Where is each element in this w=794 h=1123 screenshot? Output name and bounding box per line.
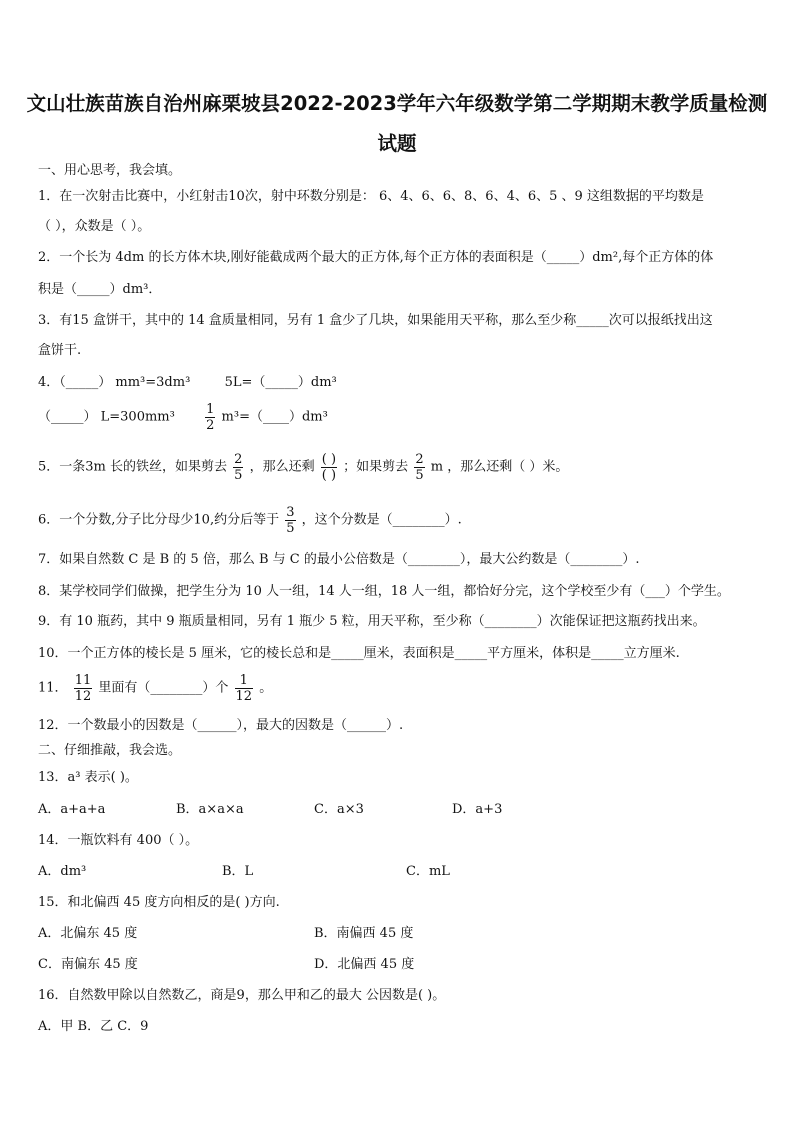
question-1-line-2: （ ），众数是（ ）。 <box>38 219 151 234</box>
question-12: 12．一个数最小的因数是（______），最大的因数是（______）. <box>38 718 404 733</box>
section-heading-choice: 二、仔细推敲，我会选。 <box>38 743 182 758</box>
q5-fraction-two-fifths: $\frac{2}{5}$ <box>234 452 243 483</box>
question-6 <box>38 505 462 536</box>
q15-option-c: C．南偏东 45 度 <box>38 957 138 972</box>
q11-text-2: 。 <box>259 680 273 696</box>
q5-fraction-blank: $\frac{( )}{( )}$ <box>321 452 337 483</box>
q4-item-b: 5L=（_____）dm³ <box>224 375 337 390</box>
question-3-line-2: 盒饼干. <box>38 343 82 358</box>
q11-fraction-eleven-twelfths: $\frac{11}{12}$ <box>74 673 92 704</box>
q5-text-1: 5．一条3m 长的铁丝，如果剪去 <box>38 459 228 475</box>
q5-text-3: ；如果剪去 <box>343 459 409 475</box>
section-heading-fill: 一、用心思考，我会填。 <box>38 163 182 178</box>
question-10: 10．一个正方体的棱长是 5 厘米，它的棱长总和是_____厘米，表面积是_____平方厘米，体积是_____立方厘米. <box>38 646 680 661</box>
question-5 <box>38 452 568 483</box>
q14-option-b: B．L <box>222 864 254 879</box>
q4-fraction-half: $\frac{1}{2}$ <box>206 402 215 433</box>
q14-option-a: A．dm³ <box>38 864 87 879</box>
q13-option-a: A．a+a+a <box>38 802 106 817</box>
question-9: 9．有 10 瓶药，其中 9 瓶质量相同，另有 1 瓶少 5 粒，用天平称，至少称（________）次能保证把这瓶药找出来。 <box>38 614 706 629</box>
question-14-stem: 14．一瓶饮料有 400（ ）。 <box>38 833 199 848</box>
q4-item-a: 4．（_____） mm³=3dm³ <box>38 375 191 390</box>
q14-option-c: C．mL <box>406 864 450 879</box>
q15-option-a: A．北偏东 45 度 <box>38 926 138 941</box>
question-8: 8．某学校同学们做操，把学生分为 10 人一组，14 人一组，18 人一组，都恰好分完，这个学校至少有（___）个学生。 <box>38 584 730 599</box>
question-11 <box>38 673 272 704</box>
q13-option-d: D．a+3 <box>452 802 503 817</box>
question-15-stem: 15．和北偏西 45 度方向相反的是( )方向. <box>38 895 280 910</box>
q11-text-1: 里面有（________）个 <box>98 680 229 696</box>
q6-fraction-three-fifths: $\frac{3}{5}$ <box>286 505 295 536</box>
q11-number: 11． <box>38 680 68 696</box>
question-2-line-2: 积是（_____）dm³． <box>38 282 162 297</box>
q5-text-2: ，那么还剩 <box>249 459 315 475</box>
q4-item-c: （_____） L=300mm³ <box>38 409 175 425</box>
q13-option-b: B．a×a×a <box>176 802 244 817</box>
q13-option-c: C．a×3 <box>314 802 364 817</box>
question-7: 7．如果自然数 C 是 B 的 5 倍，那么 B 与 C 的最小公倍数是（________），最大公约数是（________）. <box>38 552 640 567</box>
q15-option-b: B．南偏西 45 度 <box>314 926 414 941</box>
q11-fraction-one-twelfth: $\frac{1}{12}$ <box>235 673 253 704</box>
q15-option-d: D．北偏西 45 度 <box>314 957 415 972</box>
question-13-stem: 13．a³ 表示( )。 <box>38 770 138 785</box>
question-4-line-2 <box>38 402 328 433</box>
question-16-stem: 16．自然数甲除以自然数乙，商是9，那么甲和乙的最大 公因数是( )。 <box>38 988 446 1003</box>
question-4-line-1 <box>38 375 337 391</box>
q4-item-d: m³=（____）dm³ <box>221 409 328 425</box>
document-title-line1: 文山壮族苗族自治州麻栗坡县2022-2023学年六年级数学第二学期期末教学质量检测 <box>26 92 768 115</box>
q5-text-4: m ，那么还剩（ ）米。 <box>430 459 569 475</box>
question-1-line-1: 1．在一次射击比赛中，小红射击10次，射中环数分别是： 6、4、6、6、8、6、4、6、5 、9 这组数据的平均数是 <box>38 189 704 204</box>
q6-text-1: 6．一个分数,分子比分母少10,约分后等于 <box>38 512 280 528</box>
document-title-line2: 试题 <box>377 132 417 155</box>
q6-text-2: ，这个分数是（________）. <box>301 512 462 528</box>
question-3-line-1: 3．有15 盒饼干，其中的 14 盒质量相同，另有 1 盒少了几块，如果能用天平称，那么至少称_____次可以报纸找出这 <box>38 313 713 328</box>
question-2-line-1: 2．一个长为 4dm 的长方体木块,刚好能截成两个最大的正方体,每个正方体的表面积是（_____）dm²,每个正方体的体 <box>38 250 714 265</box>
q5-fraction-two-fifths-m: $\frac{2}{5}$ <box>415 452 424 483</box>
q16-options: A．甲 B．乙 C．9 <box>38 1019 149 1034</box>
